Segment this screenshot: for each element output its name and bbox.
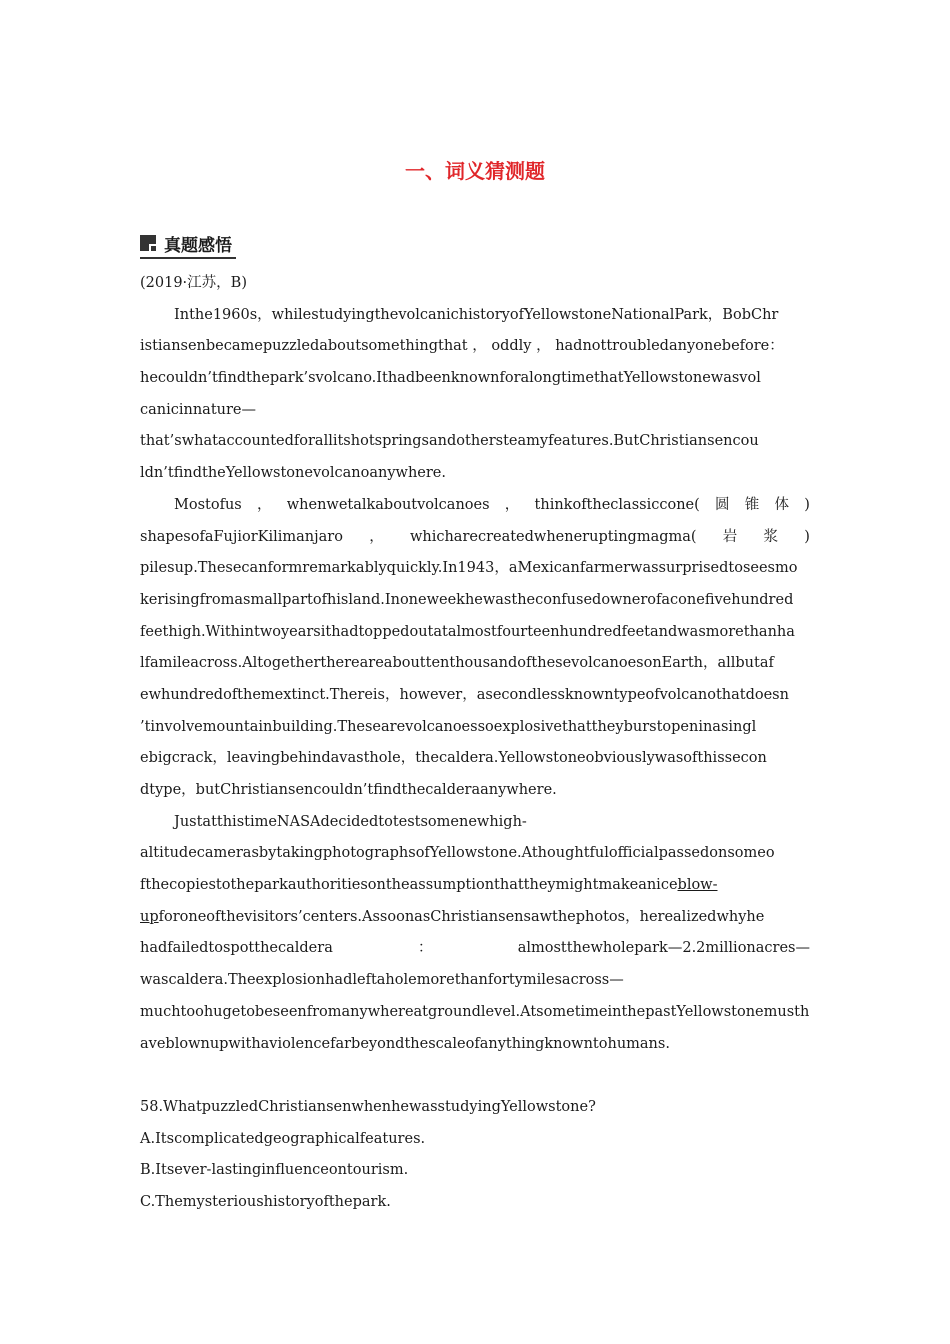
passage-line: dtype，butChristiansencouldn’tfindthecalderaanywhere.: [140, 782, 557, 798]
passage-line: feethigh.Withintwoyearsithadtoppedoutatalmostfourteenhundredfeetandwasmorethanha: [140, 623, 795, 640]
passage-line: that’swhataccountedforallitshotspringsandothersteamyfeatures.ButChristiansencou: [140, 433, 759, 450]
passage-line: ’tinvolvemountainbuilding.Thesearevolcanoessoexplosivethattheyburstopeninasingl: [140, 718, 757, 735]
passage-line: upforoneofthevisitors’centers.AssoonasChristiansensawthephotos，herealizedwhyhe: [140, 908, 765, 925]
passage-line: wascaldera.Theexplosionhadleftaholemorethanfortymilesacross—: [140, 972, 624, 989]
answer-option-a: A.Itscomplicatedgeographicalfeatures.: [140, 1130, 426, 1147]
answer-option-b: B.Itsever-lastinginfluenceontourism.: [140, 1162, 409, 1179]
passage-line: fthecopiestotheparkauthoritiesontheassumptionthattheymightmakeaniceblow-: [140, 877, 718, 894]
answer-option-c: C.Themysterioushistoryofthepark.: [140, 1193, 391, 1210]
underlined-target-word: blow-: [677, 877, 718, 894]
passage-line: kerisingfromasmallpartofhisland.Inoneweekhewastheconfusedownerofaconefivehundred: [140, 591, 794, 608]
passage-line: altitudecamerasbytakingphotographsofYellowstone.Athoughtfulofficialpassedonsomeo: [140, 845, 775, 862]
passage-line: lfamileacross.AltogetherthereareabouttenthousandofthesevolcanoesonEarth，allbutaf: [140, 655, 774, 672]
passage-line: shapesofaFujiorKilimanjaro ， whicharecreatedwheneruptingmagma( 岩 浆 ): [140, 528, 810, 545]
passage-line: ebigcrack，leavingbehindavasthole，thecaldera.Yellowstoneobviouslywasofthissecon: [140, 750, 767, 767]
section-label: 真题感悟: [164, 235, 232, 256]
source-line: (2019·江苏，B): [140, 275, 247, 291]
page-title: 一、词义猜测题: [405, 159, 545, 183]
passage-line: hadfailedtospotthecaldera ： almostthewholepark—2.2millionacres—: [140, 940, 810, 957]
passage-line: JustatthistimeNASAdecidedtotestsomenewhigh-: [174, 813, 527, 830]
passage-line: istiansenbecamepuzzledaboutsomethingthat ， oddly ， hadnottroubledanyonebefore：: [140, 338, 784, 355]
section-square-icon: [140, 235, 156, 251]
passage-line: aveblownupwithaviolencefarbeyondthescaleofanythingknowntohumans.: [140, 1035, 670, 1052]
passage-line: Inthe1960s，whilestudyingthevolcanichistoryofYellowstoneNationalPark，BobChr: [174, 306, 779, 323]
underlined-target-word: up: [140, 908, 159, 925]
question-stem: 58.WhatpuzzledChristiansenwhenhewasstudyingYellowstone?: [140, 1098, 596, 1115]
passage-line: canicinnature—: [140, 401, 256, 418]
passage-content: [140, 268, 810, 1219]
section-header: [140, 229, 236, 259]
passage-line: Mostofus ， whenwetalkaboutvolcanoes ， thinkoftheclassiccone( 圆 锥 体 ): [174, 496, 810, 513]
passage-line: ewhundredofthemextinct.Thereis，however，asecondlessknowntypeofvolcanothatdoesn: [140, 686, 789, 703]
passage-line: pilesup.Thesecanformremarkablyquickly.In1943，aMexicanfarmerwassurprisedtoseesmo: [140, 560, 798, 577]
passage-line: ldn’tfindtheYellowstonevolcanoanywhere.: [140, 465, 446, 482]
passage-line: hecouldn’tfindthepark’svolcano.IthadbeenknownforalongtimethatYellowstonewasvol: [140, 370, 761, 387]
passage-line: muchtoohugetobeseenfromanywhereatgroundlevel.AtsometimeinthepastYellowstonemusth: [140, 1003, 810, 1020]
